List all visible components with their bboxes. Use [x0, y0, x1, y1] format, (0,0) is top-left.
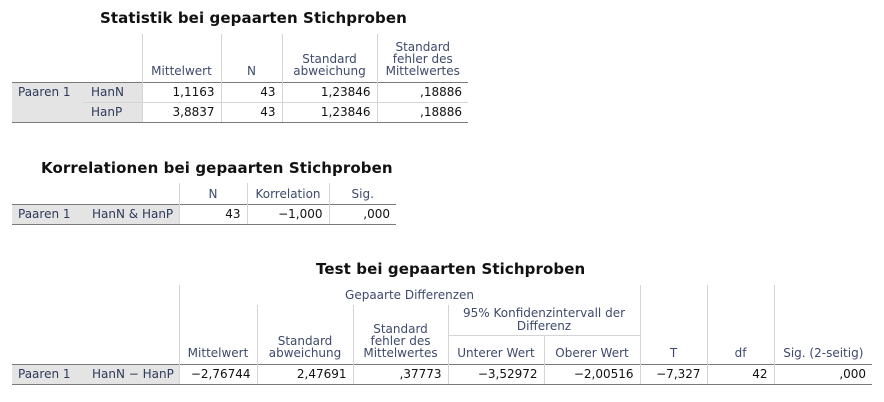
cell-se: ,37773	[353, 365, 448, 385]
cell-df: 42	[707, 365, 774, 385]
col-header-upper: Oberer Wert	[544, 335, 640, 365]
cell-mean: 3,8837	[142, 102, 221, 122]
table-row	[12, 365, 872, 385]
row-label-pair: Paaren 1	[12, 82, 83, 122]
cell-sig: ,000	[774, 365, 872, 385]
paired-test-table	[12, 285, 872, 385]
cell-sd: 1,23846	[282, 102, 377, 122]
col-header-t: T	[640, 335, 707, 365]
row-label-var: HanP	[83, 102, 142, 122]
cell-upper: −2,00516	[544, 365, 640, 385]
cell-correlation: −1,000	[247, 204, 329, 224]
col-header-sig: Sig.	[329, 183, 396, 204]
col-header-n: N	[221, 34, 282, 82]
table-row	[12, 204, 396, 224]
table2-title: Korrelationen bei gepaarten Stichproben	[41, 159, 393, 177]
row-label-var: HanN	[83, 82, 142, 102]
col-header-lower: Unterer Wert	[448, 335, 544, 365]
col-header-sd: Standard abweichung	[257, 335, 353, 365]
col-header-correlation: Korrelation	[247, 183, 329, 204]
cell-sig: ,000	[329, 204, 396, 224]
cell-lower: −3,52972	[448, 365, 544, 385]
cell-mean: −2,76744	[179, 365, 257, 385]
cell-se: ,18886	[377, 102, 468, 122]
col-header-se: Standard fehler des Mittelwertes	[377, 34, 468, 82]
cell-t: −7,327	[640, 365, 707, 385]
table3-title: Test bei gepaarten Stichproben	[316, 260, 586, 278]
col-header-se: Standard fehler des Mittelwertes	[353, 335, 448, 365]
col-header-mean: Mittelwert	[179, 335, 257, 365]
col-header-sig: Sig. (2-seitig)	[774, 335, 872, 365]
col-header-sd: Standard abweichung	[282, 34, 377, 82]
cell-n: 43	[179, 204, 247, 224]
cell-se: ,18886	[377, 82, 468, 102]
col-header-df: df	[707, 335, 774, 365]
paired-correlations-table	[12, 183, 396, 225]
cell-n: 43	[221, 102, 282, 122]
cell-n: 43	[221, 82, 282, 102]
cell-sd: 1,23846	[282, 82, 377, 102]
group-header-paired-differences: Gepaarte Differenzen	[179, 285, 640, 305]
table1-title: Statistik bei gepaarten Stichproben	[100, 9, 407, 27]
cell-sd: 2,47691	[257, 365, 353, 385]
row-label-var: HanN − HanP	[84, 365, 179, 385]
col-header-mean: Mittelwert	[142, 34, 221, 82]
paired-statistics-table	[12, 34, 468, 123]
group-header-ci: 95% Konfidenzintervall der Differenz	[448, 305, 640, 335]
row-label-pair: Paaren 1	[12, 204, 84, 224]
row-label-var: HanN & HanP	[84, 204, 179, 224]
row-label-pair: Paaren 1	[12, 365, 84, 385]
col-header-n: N	[179, 183, 247, 204]
cell-mean: 1,1163	[142, 82, 221, 102]
table-row	[12, 82, 468, 102]
